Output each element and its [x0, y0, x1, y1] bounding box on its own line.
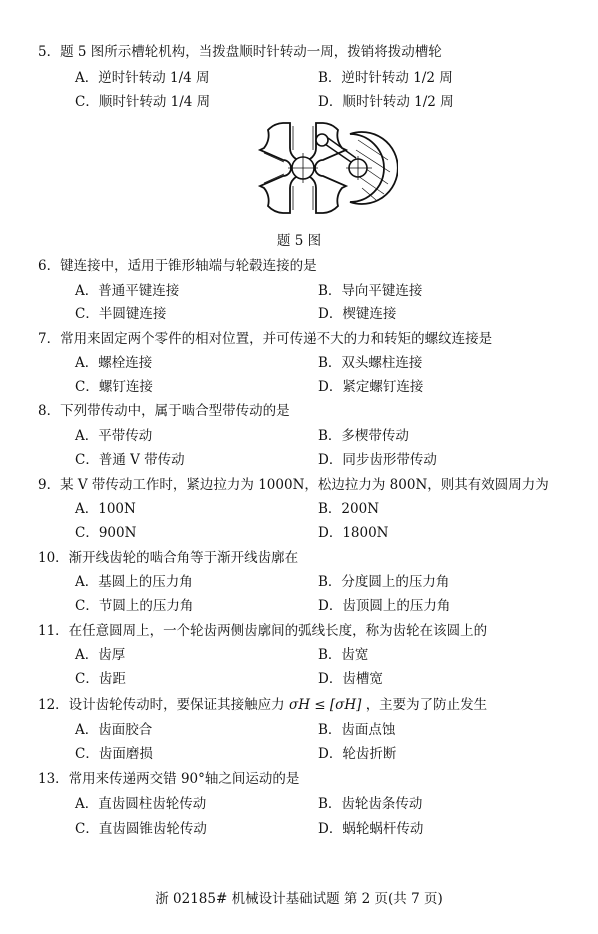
contact-stress-formula: σH ≤ [σH]: [288, 697, 362, 713]
question-10-option-d: D．齿顶圆上的压力角: [318, 598, 451, 614]
question-9-option-c: C．900N: [75, 525, 137, 541]
question-13-option-c: C．直齿圆锥齿轮传动: [75, 821, 207, 837]
question-9-stem: 9．某 V 带传动工作时，紧边拉力为 1000N，松边拉力为 800N，则其有效圆周力为: [38, 477, 549, 493]
question-5-option-a: A．逆时针转动 1/4 周: [75, 70, 210, 86]
question-8-stem: 8．下列带传动中，属于啮合型带传动的是: [38, 403, 290, 419]
question-5-option-d: D．顺时针转动 1/2 周: [318, 94, 454, 110]
question-12-stem-text: 12．设计齿轮传动时，要保证其接触应力: [38, 697, 285, 713]
question-11-option-c: C．齿距: [75, 671, 126, 687]
question-10-stem: 10．渐开线齿轮的啮合角等于渐开线齿廓在: [38, 550, 299, 566]
question-10-option-a: A．基圆上的压力角: [75, 574, 193, 590]
geneva-mechanism-figure: [238, 120, 398, 220]
question-7-option-b: B．双头螺柱连接: [318, 355, 423, 371]
question-5-stem: 5．题 5 图所示槽轮机构，当拨盘顺时针转动一周，拨销将拨动槽轮: [38, 44, 442, 60]
question-12-option-a: A．齿面胶合: [75, 722, 153, 738]
figure-caption: 题 5 图: [276, 233, 322, 249]
question-11-option-d: D．齿槽宽: [318, 671, 383, 687]
question-12-stem-tail: ，主要为了防止发生: [365, 697, 488, 713]
question-12-option-d: D．轮齿折断: [318, 746, 397, 762]
question-6-stem: 6．键连接中，适用于锥形轴端与轮毂连接的是: [38, 258, 317, 274]
question-11-option-b: B．齿宽: [318, 647, 369, 663]
question-12-stem: [38, 697, 487, 713]
question-7-option-c: C．螺钉连接: [75, 379, 153, 395]
question-13-option-d: D．蜗轮蜗杆传动: [318, 821, 424, 837]
question-10-option-b: B．分度圆上的压力角: [318, 574, 450, 590]
question-5-option-b: B．逆时针转动 1/2 周: [318, 70, 453, 86]
question-11-stem: 11．在任意圆周上，一个轮齿两侧齿廓间的弧线长度，称为齿轮在该圆上的: [38, 623, 488, 639]
question-10-option-c: C．节圆上的压力角: [75, 598, 194, 614]
question-8-option-b: B．多楔带传动: [318, 428, 409, 444]
question-13-option-b: B．齿轮齿条传动: [318, 796, 423, 812]
question-13-option-a: A．直齿圆柱齿轮传动: [75, 796, 207, 812]
question-12-option-c: C．齿面磨损: [75, 746, 153, 762]
question-8-option-c: C．普通 V 带传动: [75, 452, 185, 468]
question-7-option-d: D．紧定螺钉连接: [318, 379, 424, 395]
question-6-option-d: D．楔键连接: [318, 306, 397, 322]
question-5-option-c: C．顺时针转动 1/4 周: [75, 94, 211, 110]
question-13-stem: 13．常用来传递两交错 90°轴之间运动的是: [38, 771, 300, 787]
question-9-option-d: D．1800N: [318, 525, 389, 541]
question-7-stem: 7．常用来固定两个零件的相对位置，并可传递不大的力和转矩的螺纹连接是: [38, 331, 493, 347]
question-9-option-b: B．200N: [318, 501, 380, 517]
question-6-option-b: B．导向平键连接: [318, 283, 423, 299]
question-9-option-a: A．100N: [75, 501, 136, 517]
question-11-option-a: A．齿厚: [75, 647, 126, 663]
question-6-option-a: A．普通平键连接: [75, 283, 180, 299]
question-8-option-a: A．平带传动: [75, 428, 153, 444]
question-7-option-a: A．螺栓连接: [75, 355, 153, 371]
question-6-option-c: C．半圆键连接: [75, 306, 167, 322]
page-footer: 浙 02185# 机械设计基础试题 第 2 页(共 7 页): [155, 891, 443, 907]
question-12-option-b: B．齿面点蚀: [318, 722, 396, 738]
question-8-option-d: D．同步齿形带传动: [318, 452, 437, 468]
